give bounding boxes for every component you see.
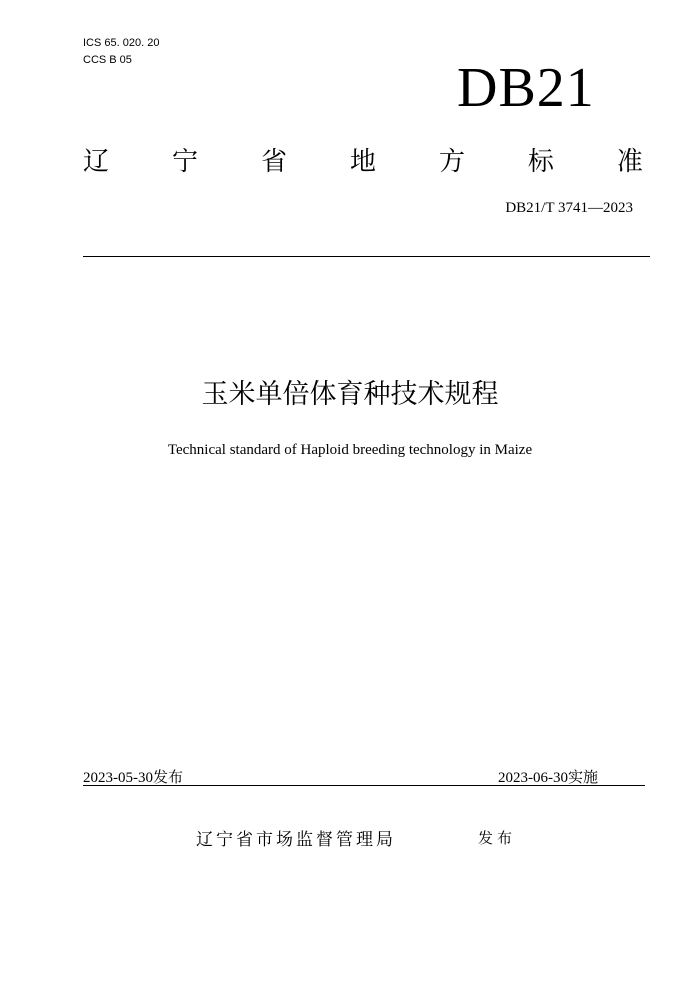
standard-type-char: 地 — [349, 147, 376, 177]
standard-number: DB21/T 3741—2023 — [505, 200, 633, 216]
standard-type-char: 准 — [616, 147, 643, 177]
implementation-date: 2023-06-30实施 — [498, 770, 598, 786]
standard-type-char: 辽 — [83, 147, 110, 177]
standard-type-char: 省 — [260, 147, 287, 177]
standard-type-heading — [83, 144, 643, 180]
document-title-english: Technical standard of Haploid breeding technology in Maize — [167, 442, 533, 458]
footer-divider — [83, 785, 645, 786]
document-title-chinese: 玉米单倍体育种技术规程 — [201, 379, 499, 410]
standard-prefix-large: DB21 — [457, 57, 595, 119]
ics-code: ICS 65. 020. 20 — [83, 37, 160, 49]
standard-type-char: 宁 — [171, 147, 198, 177]
issue-date: 2023-05-30发布 — [83, 770, 183, 786]
header-divider — [83, 256, 650, 257]
standard-type-char: 方 — [438, 147, 465, 177]
issuing-action: 发布 — [478, 829, 517, 847]
standard-type-char: 标 — [527, 147, 554, 177]
ccs-code: CCS B 05 — [83, 54, 132, 66]
issuing-authority: 辽宁省市场监督管理局 — [196, 830, 396, 850]
